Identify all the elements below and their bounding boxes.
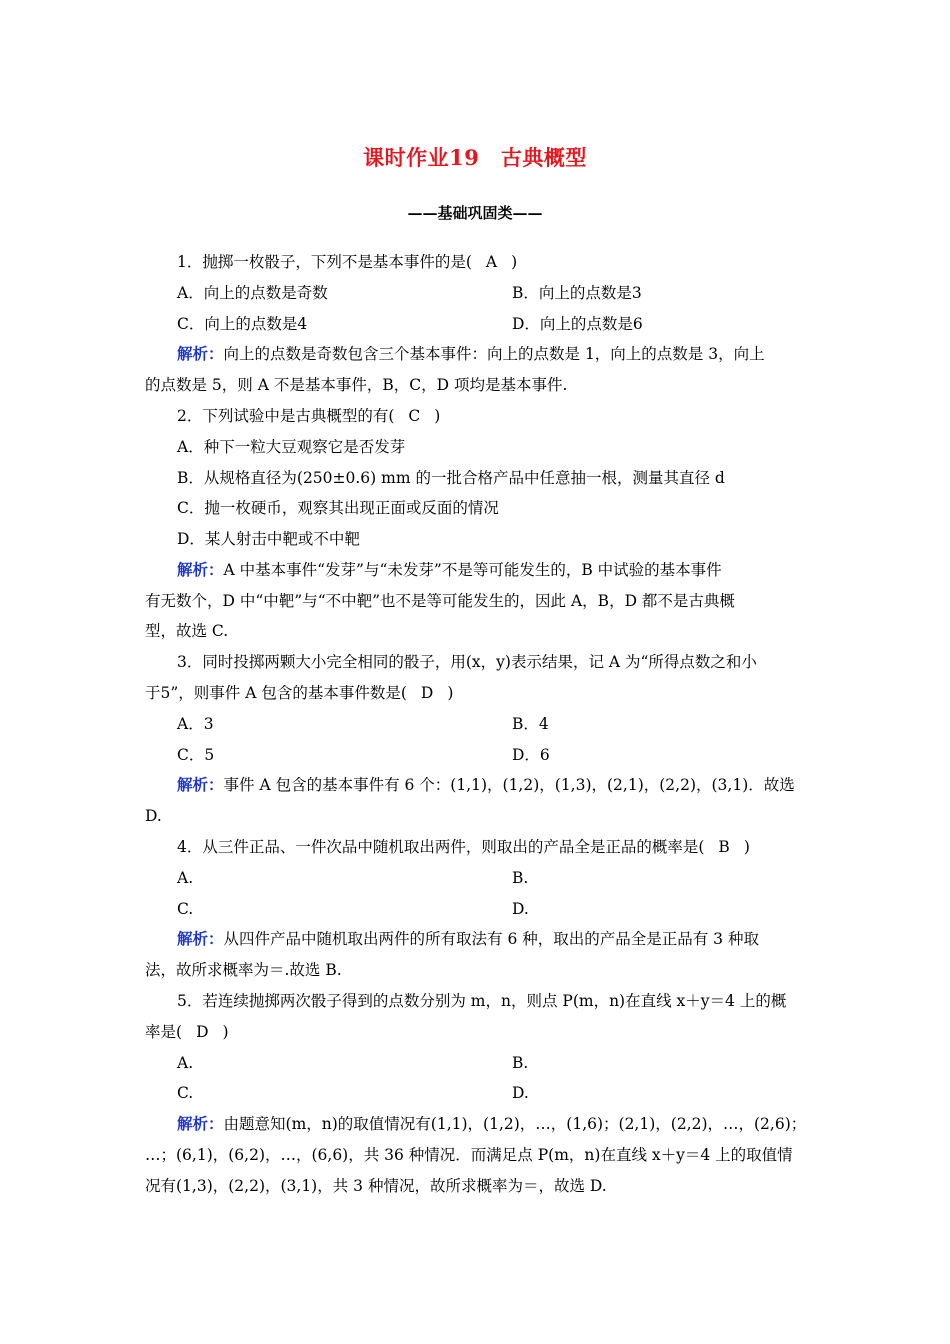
question-4-answer: B <box>718 838 730 856</box>
question-3-stem: 3．同时投掷两颗大小完全相同的骰子，用(x，y)表示结果，记 A 为“所得点数之和小 <box>177 653 757 671</box>
question-5-option-b: B. <box>512 1054 529 1072</box>
question-3-option-d: D．6 <box>512 746 550 764</box>
question-5-option-d: D. <box>512 1084 529 1102</box>
question-1-option-b: B．向上的点数是3 <box>512 284 642 302</box>
question-2-explanation: 解析：A 中基本事件“发芽”与“未发芽”不是等可能发生的，B 中试验的基本事件 <box>177 560 722 579</box>
question-1-option-c: C．向上的点数是4 <box>177 315 308 333</box>
question-4-stem: 4．从三件正品、一件次品中随机取出两件，则取出的产品全是正品的概率是( B ) <box>177 838 750 856</box>
question-5-explanation: 解析：由题意知(m，n)的取值情况有(1,1)，(1,2)，…，(1,6)；(2,1)，(2,2)，…，(2,6)； <box>177 1114 807 1133</box>
question-1-option-a: A．向上的点数是奇数 <box>177 284 328 302</box>
question-4-explanation-cont: 法，故所求概率为＝.故选 B. <box>145 961 342 979</box>
question-4-option-a: A. <box>177 869 194 887</box>
explanation-label: 解析： <box>177 775 224 794</box>
explanation-label: 解析： <box>177 1114 224 1133</box>
question-2-explanation-cont: 有无数个，D 中“中靶”与“不中靶”也不是等可能发生的，因此 A，B，D 都不是古典概 <box>145 592 735 610</box>
question-4-option-c: C. <box>177 900 194 918</box>
section-subtitle: ——基础巩固类—— <box>407 204 543 222</box>
question-5-stem-cont: 率是( D ) <box>145 1023 229 1041</box>
question-3-option-c: C．5 <box>177 746 215 764</box>
question-2-answer: C <box>408 407 421 425</box>
question-3-option-a: A．3 <box>177 715 214 733</box>
question-5-explanation-cont: 况有(1,3)，(2,2)，(3,1)，共 3 种情况，故所求概率为＝，故选 D. <box>145 1177 607 1195</box>
explanation-label: 解析： <box>177 560 224 579</box>
question-5-answer: D <box>196 1023 209 1041</box>
question-5-stem: 5．若连续抛掷两次骰子得到的点数分别为 m，n，则点 P(m，n)在直线 x＋y＝4 上的概 <box>177 992 787 1010</box>
question-3-option-b: B．4 <box>512 715 549 733</box>
question-2-option-c: C．抛一枚硬币，观察其出现正面或反面的情况 <box>177 499 499 517</box>
question-1-option-d: D．向上的点数是6 <box>512 315 643 333</box>
page-title: 课时作业19 古典概型 <box>363 145 587 170</box>
question-4-option-b: B. <box>512 869 529 887</box>
question-2-explanation-cont: 型，故选 C. <box>145 622 229 640</box>
question-2-option-b: B．从规格直径为(250±0.6) mm 的一批合格产品中任意抽一根，测量其直径 d <box>177 469 725 487</box>
question-2-option-a: A．种下一粒大豆观察它是否发芽 <box>177 438 406 456</box>
question-4-explanation: 解析：从四件产品中随机取出两件的所有取法有 6 种，取出的产品全是正品有 3 种取 <box>177 929 759 948</box>
explanation-label: 解析： <box>177 344 224 363</box>
question-1-explanation: 解析：向上的点数是奇数包含三个基本事件：向上的点数是 1，向上的点数是 3，向上 <box>177 344 765 363</box>
question-1-answer: A <box>485 253 498 271</box>
question-3-explanation-cont: D. <box>145 807 162 825</box>
question-5-option-c: C. <box>177 1084 194 1102</box>
question-3-answer: D <box>420 684 434 702</box>
question-2-stem: 2．下列试验中是古典概型的有( C ) <box>177 407 441 425</box>
question-5-explanation-cont: …；(6,1)，(6,2)，…，(6,6)，共 36 种情况．而满足点 P(m，n)在直线 x＋y＝4 上的取值情 <box>145 1146 793 1164</box>
question-2-option-d: D．某人射击中靶或不中靶 <box>177 530 360 548</box>
question-4-option-d: D. <box>512 900 529 918</box>
question-3-stem-cont: 于5”，则事件 A 包含的基本事件数是( D ) <box>145 684 454 702</box>
question-5-option-a: A. <box>177 1054 194 1072</box>
question-1-explanation-cont: 的点数是 5，则 A 不是基本事件，B，C，D 项均是基本事件. <box>145 376 568 394</box>
question-3-explanation: 解析：事件 A 包含的基本事件有 6 个：(1,1)，(1,2)，(1,3)，(2,1)，(2,2)，(3,1)．故选 <box>177 775 795 794</box>
explanation-label: 解析： <box>177 929 224 948</box>
question-1-stem: 1．抛掷一枚骰子，下列不是基本事件的是( A ) <box>177 253 518 271</box>
